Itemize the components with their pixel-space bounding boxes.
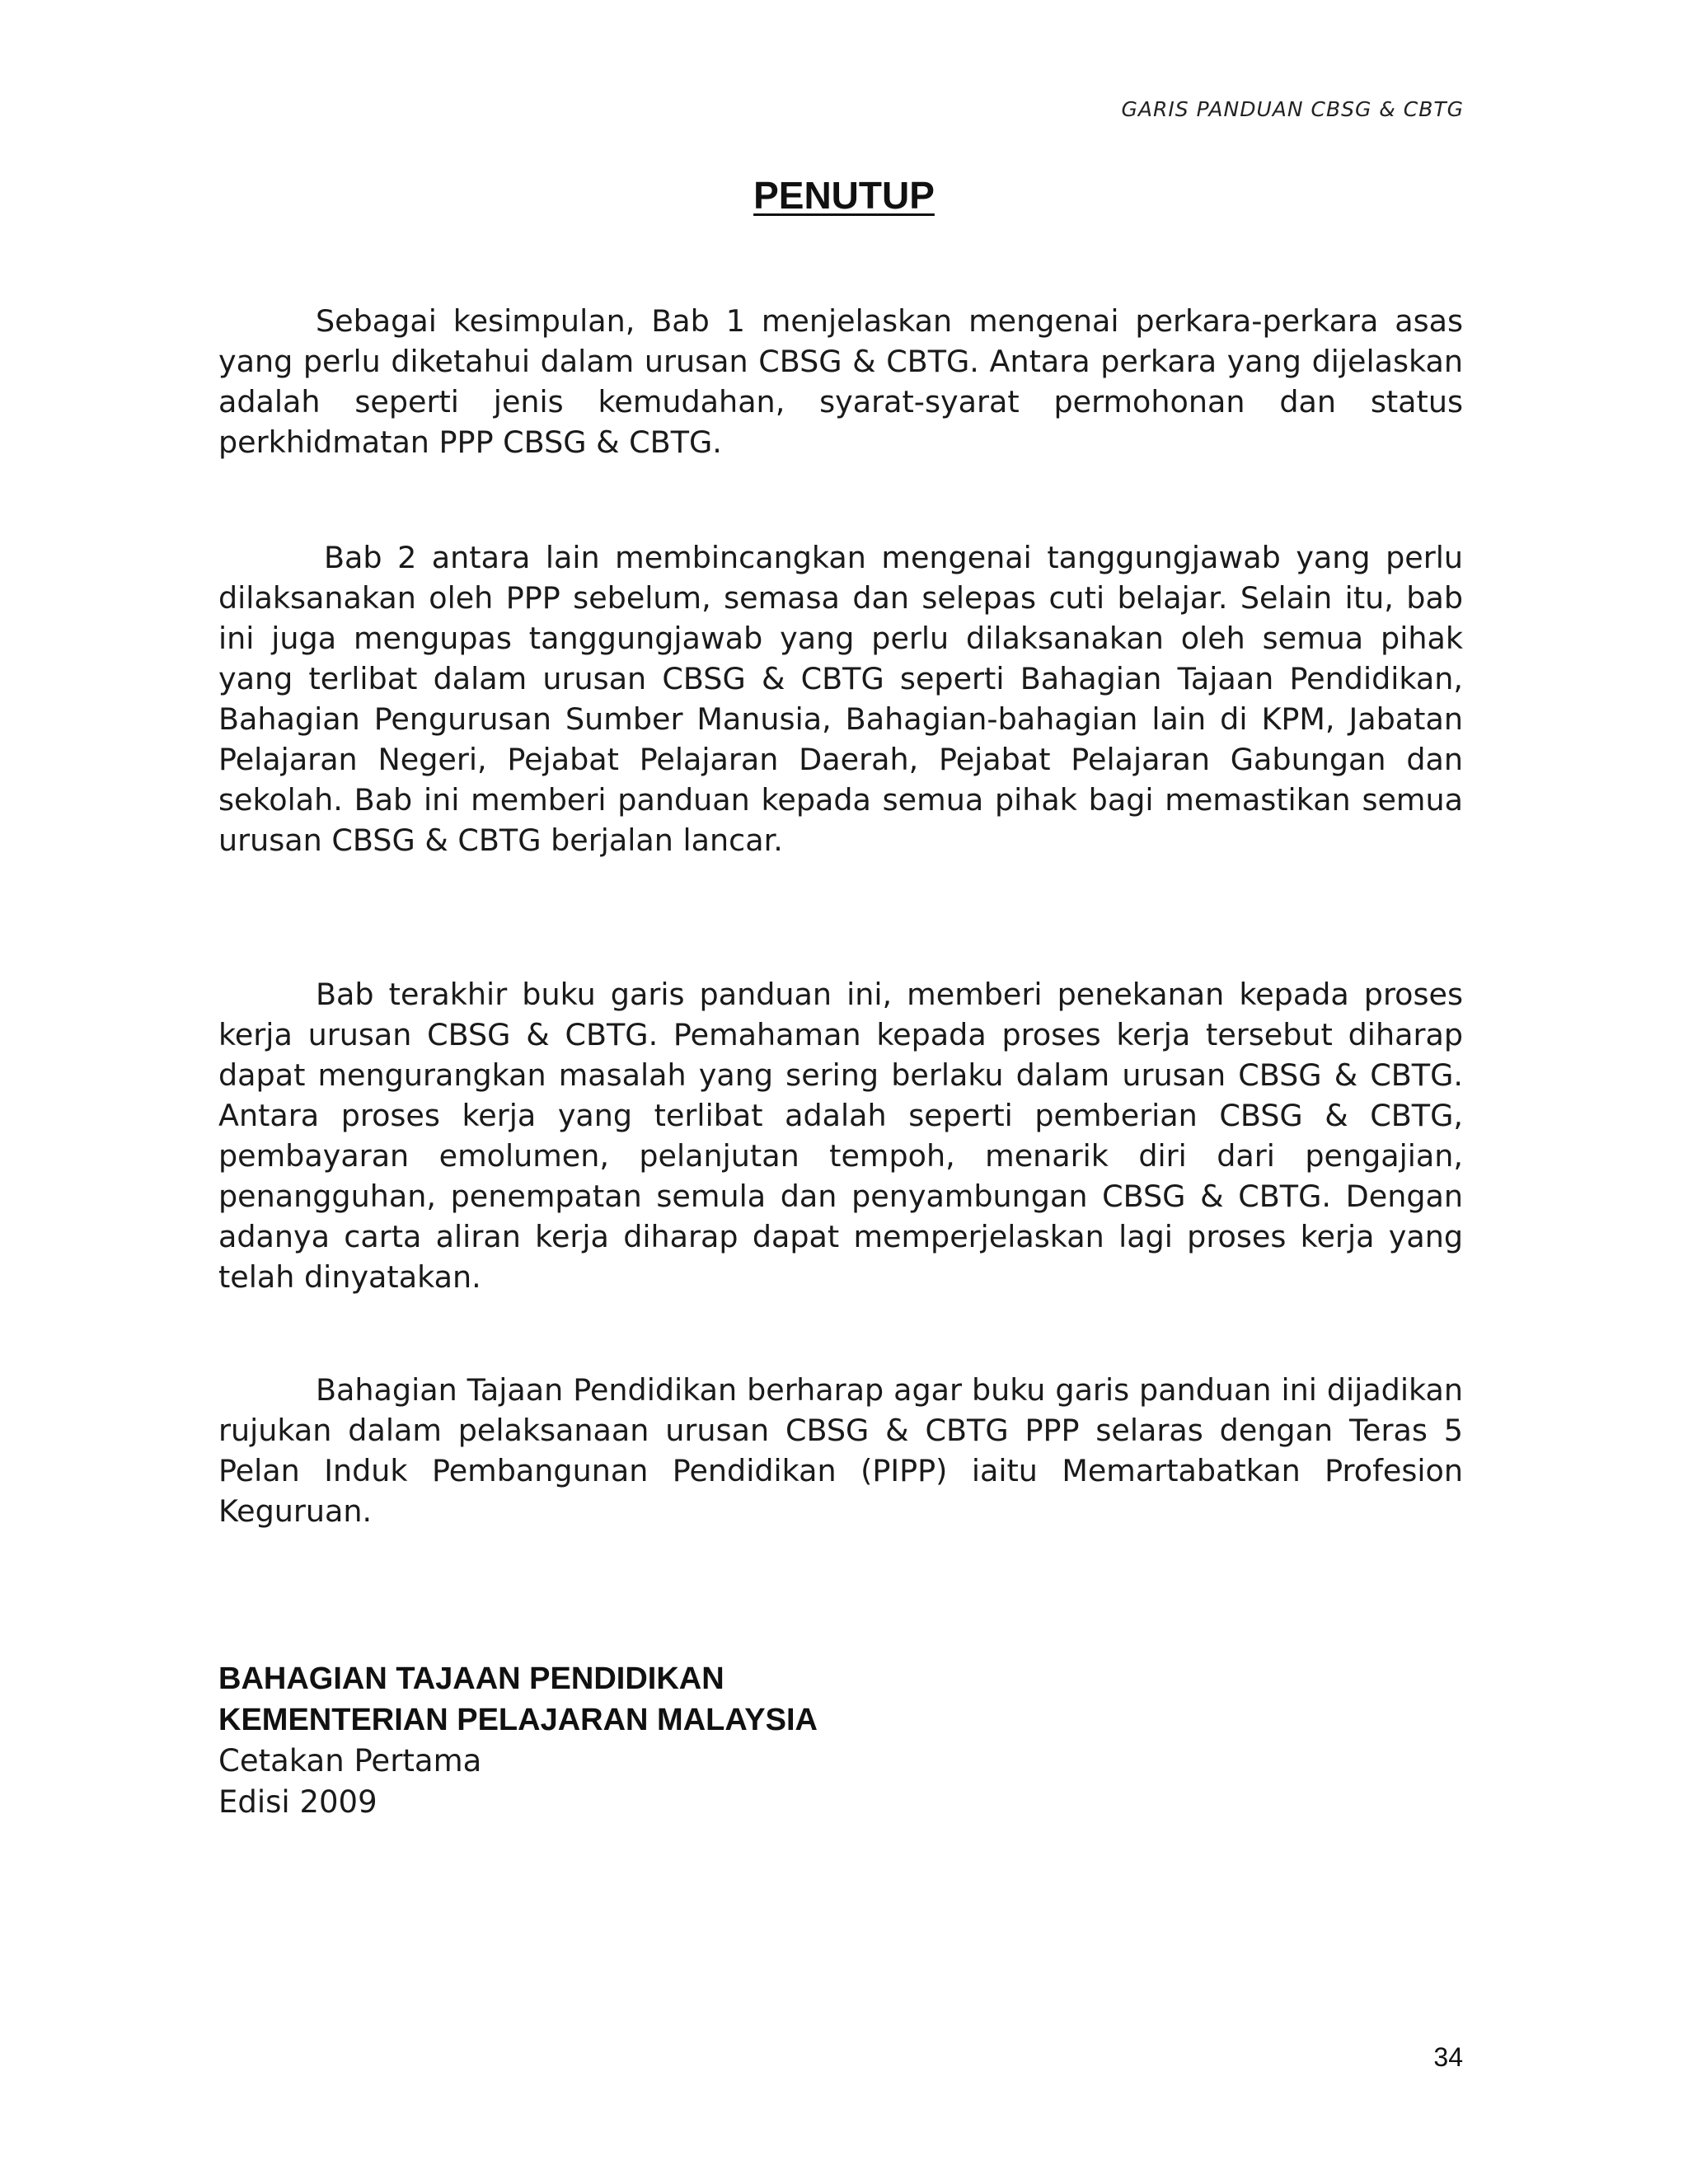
paragraph-2: Bab 2 antara lain membincangkan mengenai tanggungjawab yang perlu dilaksanakan oleh PPP sebelum, semasa dan selepas cuti belajar. Selain itu, bab ini juga mengupas tanggungjawab yang perlu dilaksanakan oleh semua pihak yang terlibat dalam urusan CBSG & CBTG seperti Bahagian Tajaan Pendidikan, Bahagian Pengurusan Sumber Manusia, Bahagian-bahagian lain di KPM, Jabatan Pelajaran Negeri, Pejabat Pelajaran Daerah, Pejabat Pelajaran Gabungan dan sekolah. Bab ini memberi panduan kepada semua pihak bagi memastikan semua urusan CBSG & CBTG berjalan lancar. [218,540,1463,858]
paragraph-4: Bahagian Tajaan Pendidikan berharap agar buku garis panduan ini dijadikan rujukan dalam pelaksanaan urusan CBSG & CBTG PPP selaras dengan Teras 5 Pelan Induk Pembangunan Pendidikan (PIPP) iaitu Memartabatkan Profesion Keguruan. [218,1372,1463,1529]
page-title: PENUTUP [753,174,935,217]
signature-print-note: Cetakan Pertama [218,1743,482,1779]
signature-org-ministry: KEMENTERIAN PELAJARAN MALAYSIA [218,1703,818,1737]
page-number: 34 [1433,2042,1463,2072]
running-header: GARIS PANDUAN CBSG & CBTG [1121,97,1464,121]
paragraph-1: Sebagai kesimpulan, Bab 1 menjelaskan mengenai perkara-perkara asas yang perlu diketahui dalam urusan CBSG & CBTG. Antara perkara yang dijelaskan adalah seperti jenis kemudahan, syarat-syarat permohonan dan status perkhidmatan PPP CBSG & CBTG. [218,303,1463,460]
paragraph-3: Bab terakhir buku garis panduan ini, memberi penekanan kepada proses kerja urusan CBSG & CBTG. Pemahaman kepada proses kerja tersebut diharap dapat mengurangkan masalah yang sering berlaku dalam urusan CBSG & CBTG. Antara proses kerja yang terlibat adalah seperti pemberian CBSG & CBTG, pembayaran emolumen, pelanjutan tempoh, menarik diri dari pengajian, penangguhan, penempatan semula dan penyambungan CBSG & CBTG. Dengan adanya carta aliran kerja diharap dapat memperjelaskan lagi proses kerja yang telah dinyatakan. [218,977,1463,1295]
signature-block [218,1658,1290,1823]
signature-org-division: BAHAGIAN TAJAAN PENDIDIKAN [218,1661,724,1696]
signature-edition: Edisi 2009 [218,1784,377,1820]
